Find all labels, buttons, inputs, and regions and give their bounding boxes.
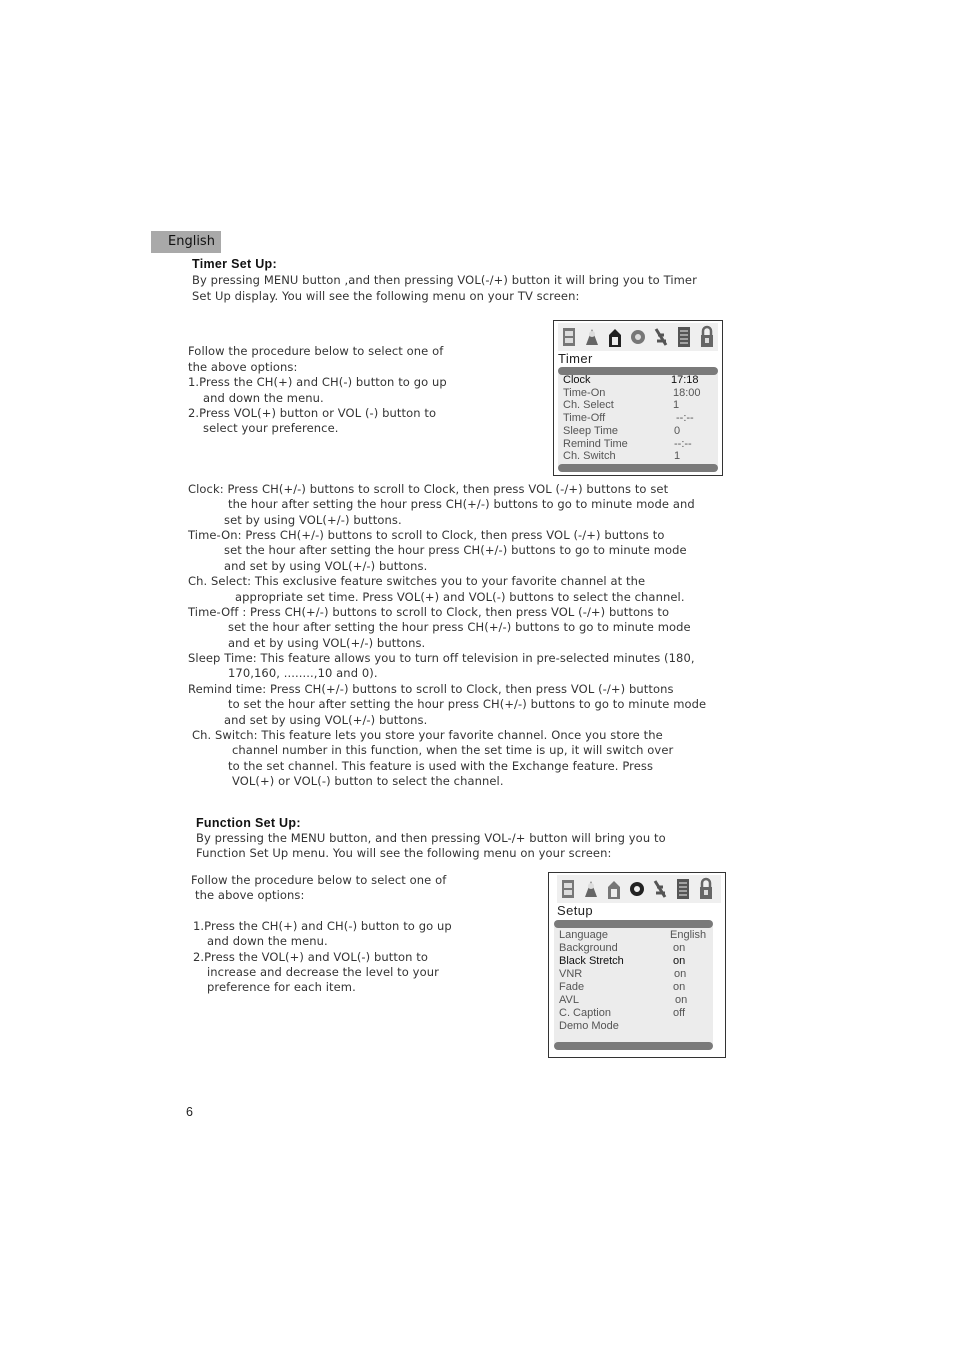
lock-icon [697, 877, 715, 901]
function-procedure-line: 1.Press the CH(+) and CH(-) button to go up [193, 919, 452, 933]
description-line: the hour after setting the hour press CH(+/-) buttons to go to minute mode and [228, 497, 695, 511]
menu-row-fade[interactable]: Fade on [559, 981, 686, 993]
menu-row-sleep-time[interactable]: Sleep Time 0 [563, 425, 681, 437]
menu-bottom-bar [558, 464, 718, 472]
menu-row-c-caption[interactable]: C. Caption off [559, 1007, 686, 1019]
function-procedure-line: increase and decrease the level to your [207, 965, 439, 979]
description-line: Ch. Switch: This feature lets you store your favorite channel. Once you store the [192, 728, 663, 742]
function-procedure-line: 2.Press the VOL(+) and VOL(-) button to [193, 950, 429, 964]
language-tab: English [151, 231, 221, 253]
description-line: set the hour after setting the hour press CH(+/-) buttons to go to minute mode [228, 620, 691, 634]
channel-icon [652, 325, 670, 349]
description-line: Remind time: Press CH(+/-) buttons to scroll to Clock, then press VOL (-/+) buttons [188, 682, 674, 696]
description-line: Time-Off : Press CH(+/-) buttons to scroll to Clock, then press VOL (-/+) buttons to [188, 605, 670, 619]
timer-icon [605, 877, 623, 901]
description-line: to the set channel. This feature is used with the Exchange feature. Press [228, 759, 654, 773]
description-line: VOL(+) or VOL(-) button to select the channel. [232, 774, 504, 788]
description-line: Time-On: Press CH(+/-) buttons to scroll to Clock, then press VOL (-/+) buttons to [188, 528, 665, 542]
menu-panel [554, 920, 713, 1050]
description-line: channel number in this function, when the set time is up, it will switch over [232, 743, 674, 757]
function-procedure-line: preference for each item. [207, 980, 356, 994]
timer-procedure-line: and down the menu. [203, 391, 324, 405]
menu-row-vnr[interactable]: VNR on [559, 968, 687, 980]
description-line: Clock: Press CH(+/-) buttons to scroll to Clock, then press VOL (-/+) buttons to set [188, 482, 669, 496]
timer-icon [606, 325, 624, 349]
channel-icon [651, 877, 669, 901]
description-line: Sleep Time: This feature allows you to turn off television in pre-selected minutes (180, [188, 651, 695, 665]
timer-procedure-line: the above options: [188, 360, 298, 374]
menu-icon-bar [557, 875, 721, 903]
menu-row-ch-select[interactable]: Ch. Select 1 [563, 399, 680, 411]
menu-bottom-bar [554, 1042, 713, 1050]
timer-intro-line: By pressing MENU button ,and then pressing VOL(-/+) button it will bring you to Timer [192, 273, 697, 287]
timer-procedure-line: 1.Press the CH(+) and CH(-) button to go up [188, 375, 447, 389]
description-line: set by using VOL(+/-) buttons. [224, 513, 402, 527]
function-procedure-line: the above options: [195, 888, 305, 902]
function-icon [628, 877, 646, 901]
page-number: 6 [186, 1105, 193, 1119]
description-line: set the hour after setting the hour press CH(+/-) buttons to go to minute mode [224, 543, 687, 557]
timer-procedure-line: Follow the procedure below to select one of [188, 344, 444, 358]
description-line: and set by using VOL(+/-) buttons. [224, 713, 428, 727]
description-line: to set the hour after setting the hour press CH(+/-) buttons to go to minute mode [228, 697, 707, 711]
timer-menu-screen [553, 320, 723, 476]
menu-row-demo-mode[interactable]: Demo Mode [559, 1020, 619, 1032]
picture-icon [560, 325, 578, 349]
function-procedure-line: and down the menu. [207, 934, 328, 948]
timer-intro-line: Set Up display. You will see the following menu on your TV screen: [192, 289, 580, 303]
function-icon [629, 325, 647, 349]
menu-row-language[interactable]: Language English [559, 929, 707, 941]
timer-procedure-line: select your preference. [203, 421, 339, 435]
menu-row-background[interactable]: Background on [559, 942, 686, 954]
description-line: and et by using VOL(+/-) buttons. [228, 636, 426, 650]
menu-row-remind-time[interactable]: Remind Time --:-- [563, 438, 692, 450]
function-heading: Function Set Up: [196, 816, 301, 830]
function-intro-line: By pressing the MENU button, and then pressing VOL-/+ button will bring you to [196, 831, 666, 845]
lock-icon [698, 325, 716, 349]
teletext-icon [675, 325, 693, 349]
menu-row-time-on[interactable]: Time-On 18:00 [563, 387, 701, 399]
setup-menu-screen [548, 872, 726, 1058]
function-intro-line: Function Set Up menu. You will see the following menu on your screen: [196, 846, 612, 860]
teletext-icon [674, 877, 692, 901]
description-line: appropriate set time. Press VOL(+) and VOL(-) buttons to select the channel. [235, 590, 685, 604]
menu-row-clock[interactable]: Clock 17:18 [563, 374, 699, 386]
description-line: 170,160, ........,10 and 0). [228, 666, 378, 680]
menu-panel [558, 367, 718, 472]
menu-icon-bar [558, 323, 718, 351]
menu-row-time-off[interactable]: Time-Off --:-- [563, 412, 694, 424]
menu-row-black-stretch[interactable]: Black Stretch on [559, 955, 686, 967]
sound-icon [582, 877, 600, 901]
picture-icon [559, 877, 577, 901]
menu-row-ch-switch[interactable]: Ch. Switch 1 [563, 450, 681, 462]
description-line: and set by using VOL(+/-) buttons. [224, 559, 428, 573]
menu-row-avl[interactable]: AVL on [559, 994, 688, 1006]
menu-title: Setup [557, 903, 593, 918]
timer-heading: Timer Set Up: [192, 257, 277, 271]
menu-title: Timer [558, 351, 593, 366]
function-procedure-line: Follow the procedure below to select one of [191, 873, 447, 887]
menu-top-bar [554, 920, 713, 928]
sound-icon [583, 325, 601, 349]
description-line: Ch. Select: This exclusive feature switches you to your favorite channel at the [188, 574, 646, 588]
timer-procedure-line: 2.Press VOL(+) button or VOL (-) button to [188, 406, 437, 420]
